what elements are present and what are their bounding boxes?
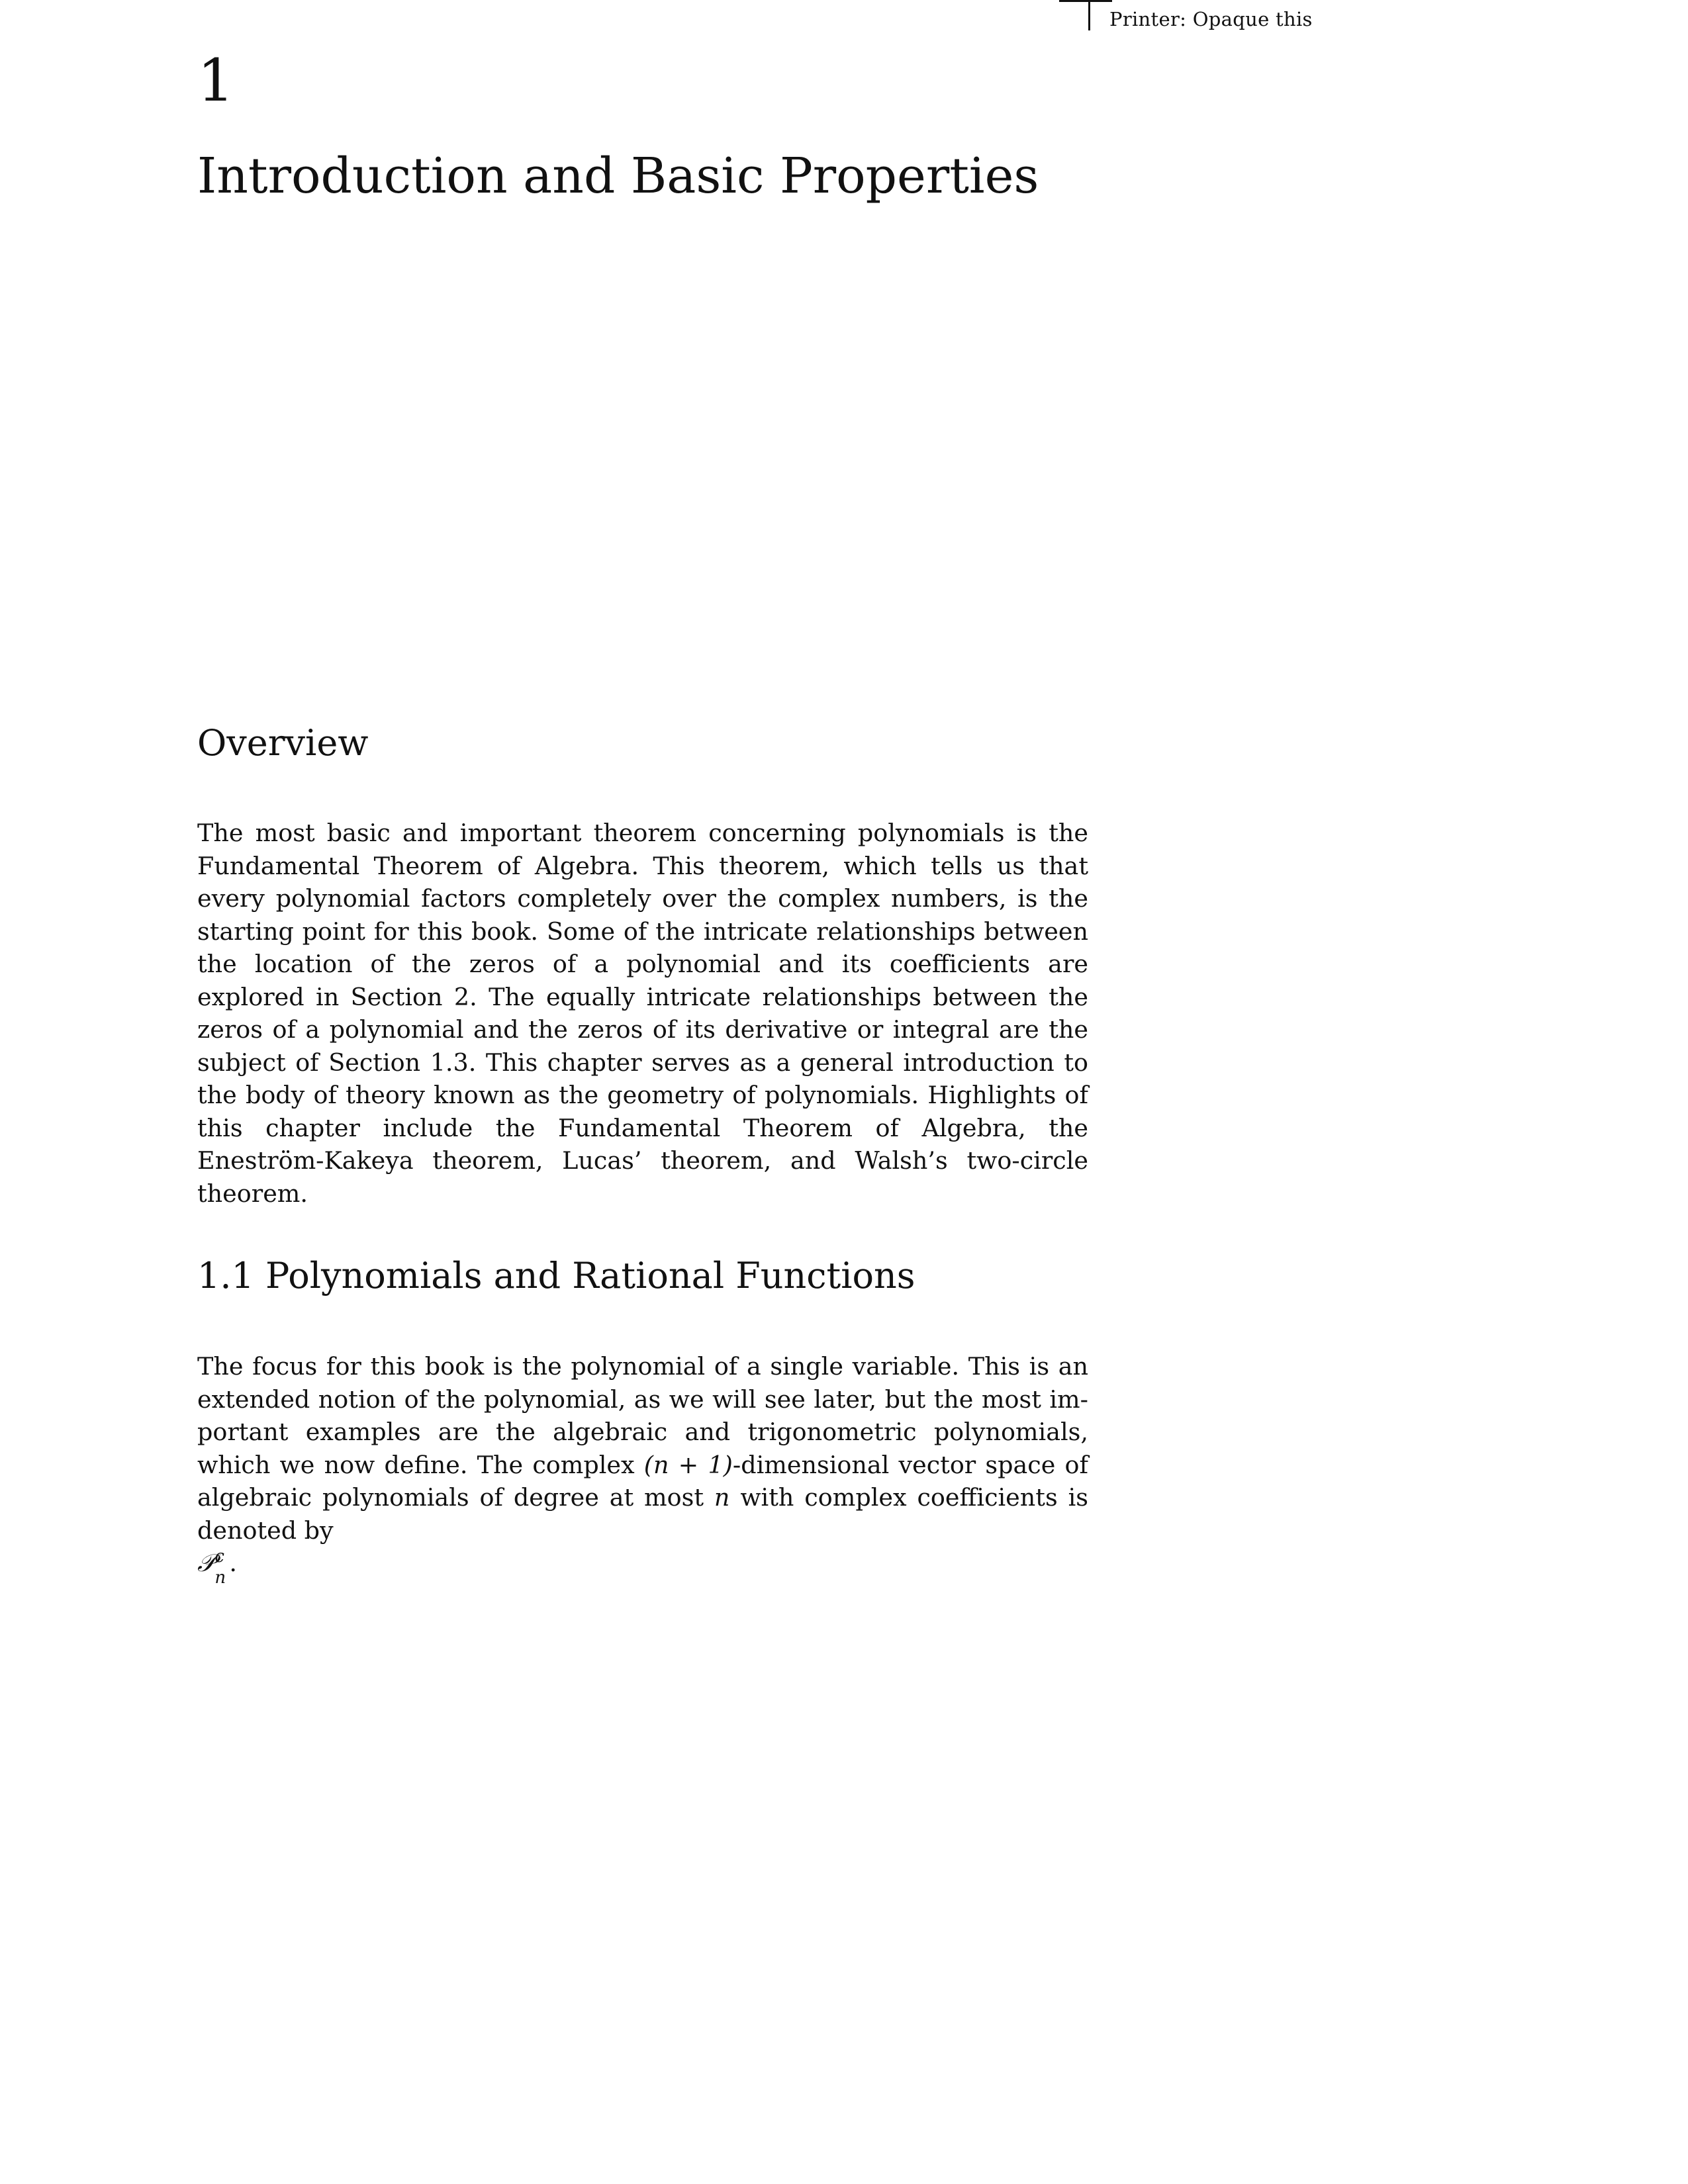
chapter-title: Introduction and Basic Properties [197,148,1039,205]
paragraph-text-part1: The focus for this book is the polynomial of a single variable. This is an extended notion of the polynomial, as we will see later, but the most important examples are the algebraic and trigonometric polynomials, which we now define. The complex [197,1352,1088,1479]
paragraph-text-part2: -dimensional vector space of algebraic polynomials of degree at most [197,1450,1088,1512]
printer-note: Printer: Opaque this [1109,8,1313,30]
section-1-1-paragraph [197,1350,1088,1588]
crop-mark-horizontal [1059,0,1112,2]
overview-heading: Overview [197,722,369,764]
paragraph-end: . [229,1549,237,1577]
math-symbol-scripts [214,1546,229,1588]
paragraph-text-part3: with complex coefficients is denoted by [197,1483,1088,1545]
chapter-number: 1 [197,46,234,114]
math-subscript: n [214,1567,226,1588]
crop-mark-vertical [1088,0,1090,30]
math-symbol-P: 𝒫 [197,1549,215,1577]
section-1-1-heading: 1.1 Polynomials and Rational Functions [197,1255,915,1297]
math-dimension: (n + 1) [643,1450,733,1479]
overview-paragraph: The most basic and important theorem concerning polynomials is the Fundamental Theorem of Algebra. This theorem, which tells us that every polynomial factors completely over the complex numbers, is the starting point for this book. Some of the intricate relationships between the location of the zeros of a polynomial and its coefficients are explored in Section 2. The equally intricate relationships between the zeros of a polynomial and the zeros of its derivative or integral are the subject of Section 1.3. This chapter serves as a general introduction to the body of theory known as the geometry of polynomials. Highlights of this chapter include the Fundamental Theorem of Algebra, the Eneström-Kakeya theorem, Lucas’ theorem, and Walsh’s two-circle theorem. [197,819,1088,1208]
math-superscript: c [214,1546,224,1567]
math-n: n [714,1483,730,1512]
